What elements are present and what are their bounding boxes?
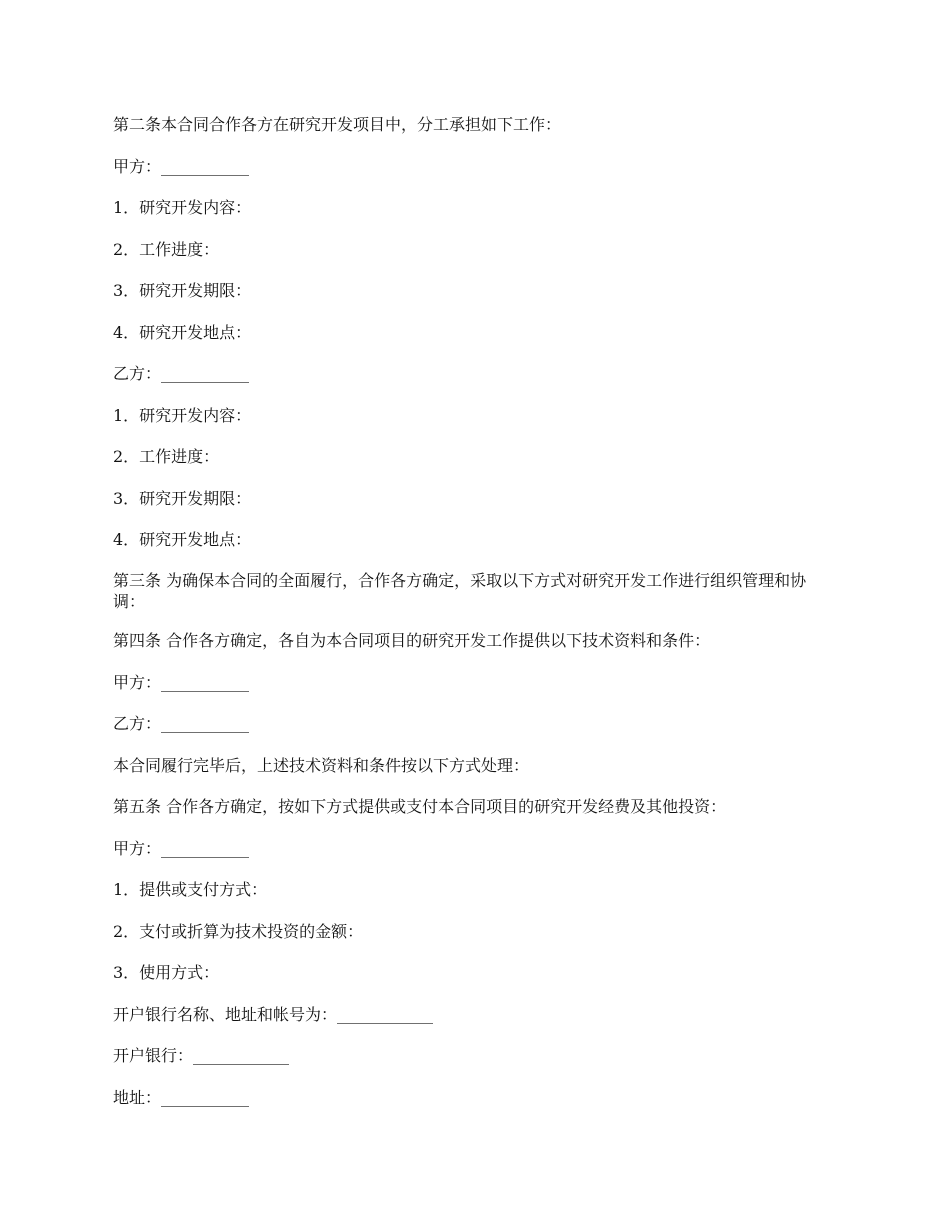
article-5-party-a-line: 甲方：___________ bbox=[113, 838, 250, 858]
party-b-item-location: 4．研究开发地点： bbox=[113, 530, 252, 549]
party-a-line: 甲方：___________ bbox=[113, 156, 250, 176]
bank-details-line: 开户银行名称、地址和帐号为：____________ bbox=[113, 1004, 434, 1024]
payment-amount-item: 2．支付或折算为技术投资的金额： bbox=[113, 921, 364, 941]
usage-method-item: 3．使用方式： bbox=[113, 963, 220, 982]
document-body bbox=[113, 113, 838, 1127]
address-line: 地址：___________ bbox=[113, 1087, 250, 1107]
party-b-item-content: 1．研究开发内容： bbox=[113, 405, 252, 425]
article-2-heading: 第二条本合同合作各方在研究开发项目中，分工承担如下工作： bbox=[113, 115, 562, 134]
article-5-paragraph: 第五条 合作各方确定，按如下方式提供或支付本合同项目的研究开发经费及其他投资： bbox=[113, 797, 727, 816]
party-b-item-progress: 2．工作进度： bbox=[113, 447, 220, 466]
payment-method-item: 1．提供或支付方式： bbox=[113, 880, 268, 899]
party-a-item-progress: 2．工作进度： bbox=[113, 239, 220, 259]
article-3-paragraph: 第三条 为确保本合同的全面履行，合作各方确定，采取以下方式对研究开发工作进行组织管理和协调： bbox=[113, 570, 807, 611]
article-4-party-b-line: 乙方：___________ bbox=[113, 714, 250, 733]
article-4-paragraph: 第四条 合作各方确定，各自为本合同项目的研究开发工作提供以下技术资料和条件： bbox=[113, 631, 711, 650]
article-4-party-a-line: 甲方：___________ bbox=[113, 672, 250, 692]
bank-name-line: 开户银行：____________ bbox=[113, 1046, 290, 1065]
party-a-item-period: 3．研究开发期限： bbox=[113, 281, 252, 300]
materials-handling-paragraph: 本合同履行完毕后，上述技术资料和条件按以下方式处理： bbox=[113, 755, 530, 775]
party-a-item-content: 1．研究开发内容： bbox=[113, 198, 252, 217]
party-b-line: 乙方：___________ bbox=[113, 364, 250, 383]
party-a-item-location: 4．研究开发地点： bbox=[113, 322, 252, 342]
party-b-item-period: 3．研究开发期限： bbox=[113, 488, 252, 508]
